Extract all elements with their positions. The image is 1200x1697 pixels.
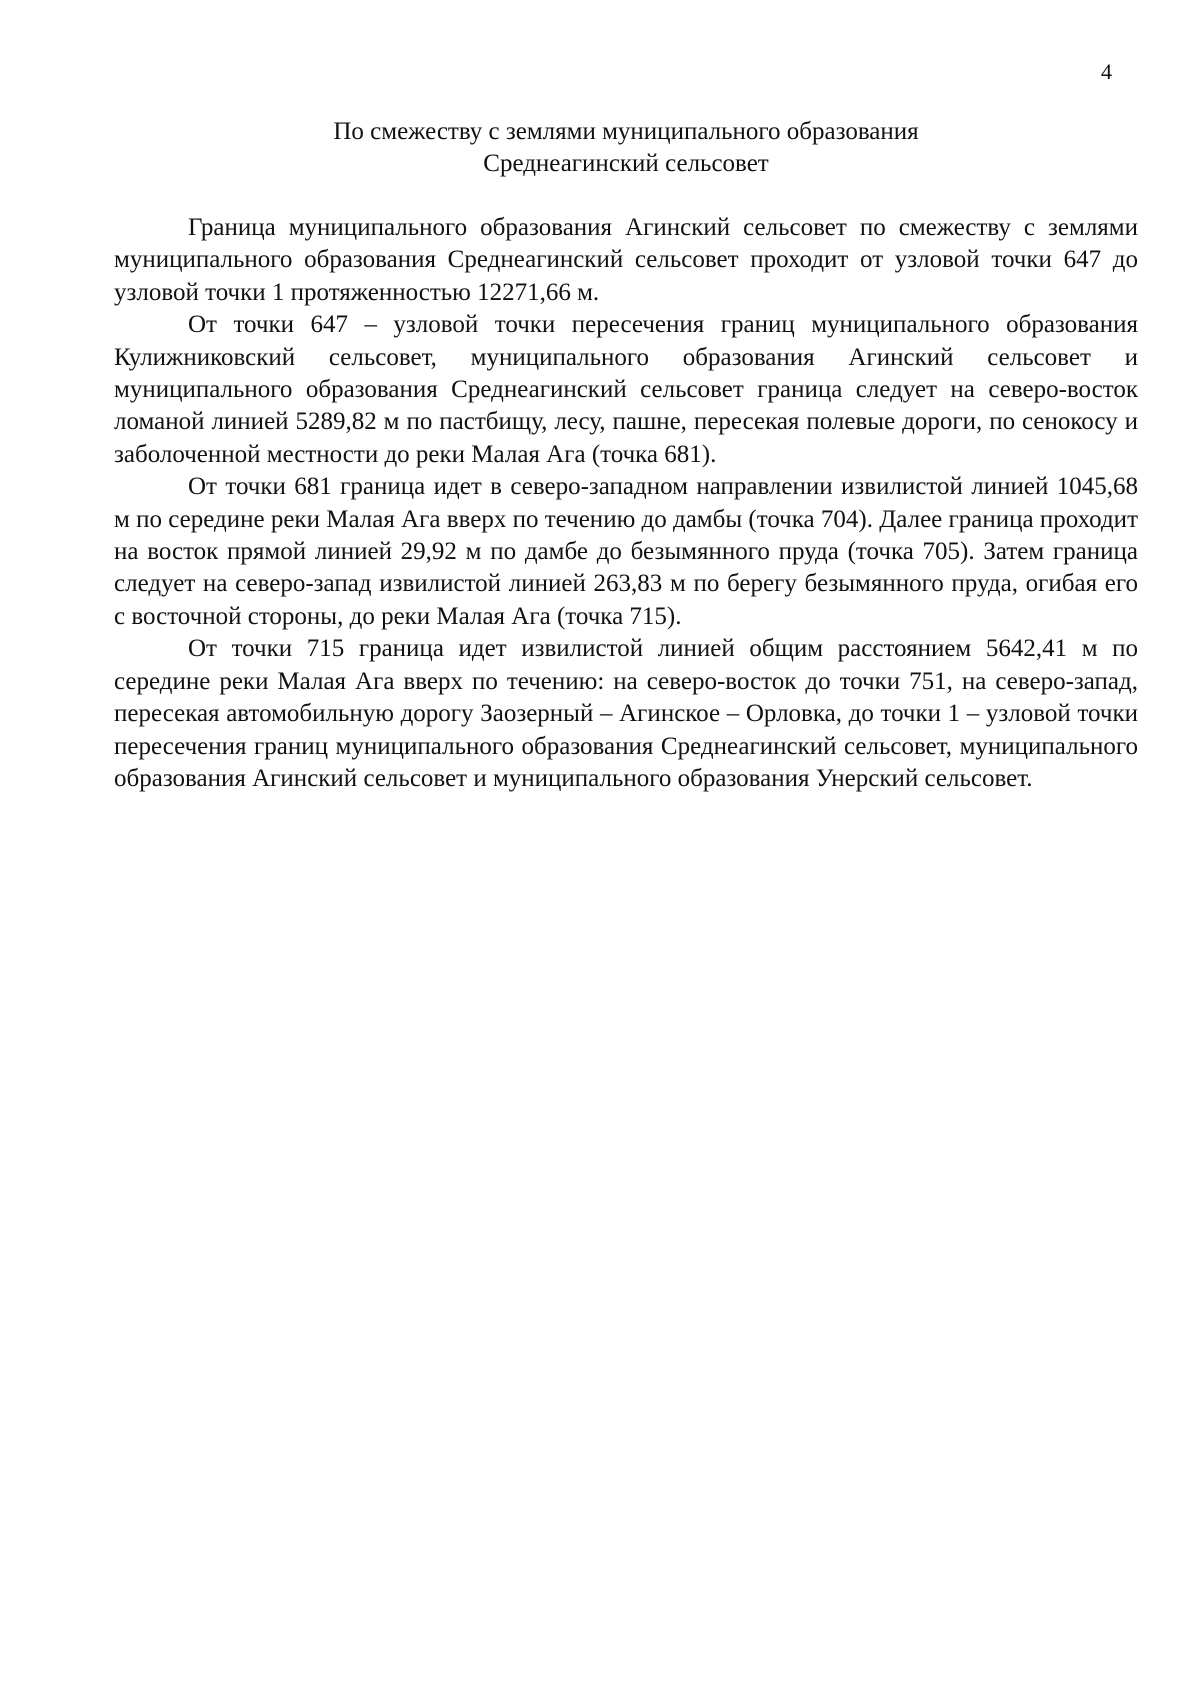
heading-line-1: По смежеству с землями муниципального образования xyxy=(333,118,919,145)
paragraph-1: Граница муниципального образования Агинский сельсовет по смежеству с землями муниципального образования Среднеагинский сельсовет проходит от узловой точки 647 до узловой точки 1 протяженностью 12271,66 м. xyxy=(114,214,1138,306)
body-text xyxy=(114,212,1138,795)
heading-line-2: Среднеагинский сельсовет xyxy=(483,150,769,177)
section-heading xyxy=(114,116,1138,180)
paragraph-2: От точки 647 – узловой точки пересечения границ муниципального образования Кулижниковский сельсовет, муниципального образования Агинский сельсовет и муниципального образования Среднеагинский сельсовет граница следует на северо-восток ломаной линией 5289,82 м по пастбищу, лесу, пашне, пересекая полевые дороги, по сенокосу и заболоченной местности до реки Малая Ага (точка 681). xyxy=(114,311,1138,468)
paragraph-3: От точки 681 граница идет в северо-западном направлении извилистой линией 1045,68 м по середине реки Малая Ага вверх по течению до дамбы (точка 704). Далее граница проходит на восток прямой линией 29,92 м по дамбе до безымянного пруда (точка 705). Затем граница следует на северо-запад извилистой линией 263,83 м по берегу безымянного пруда, огибая его с восточной стороны, до реки Малая Ага (точка 715). xyxy=(114,473,1138,630)
page-number: 4 xyxy=(1101,59,1112,84)
paragraph-4: От точки 715 граница идет извилистой линией общим расстоянием 5642,41 м по середине реки Малая Ага вверх по течению: на северо-восток до точки 751, на северо-запад, пересекая автомобильную дорогу Заозерный – Агинское – Орловка, до точки 1 – узловой точки пересечения границ муниципального образования Среднеагинский сельсовет, муниципального образования Агинский сельсовет и муниципального образования Унерский сельсовет. xyxy=(114,635,1138,792)
